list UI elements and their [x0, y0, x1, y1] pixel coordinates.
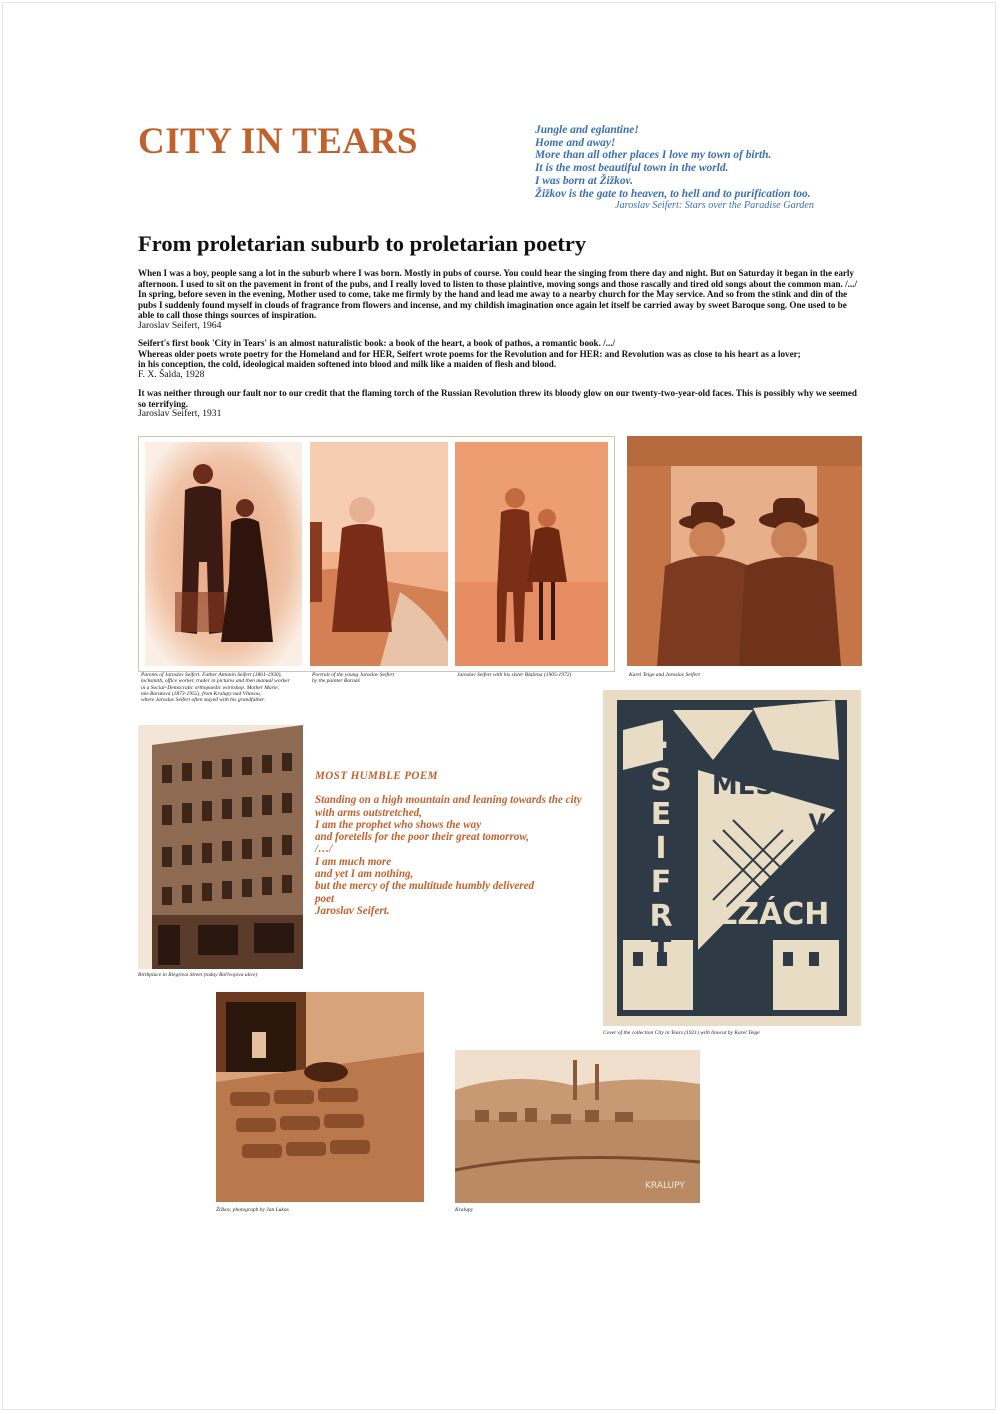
quote-salda-1928 — [138, 338, 864, 380]
motto-line: More than all other places I love my town of birth. — [535, 149, 772, 162]
quote-attribution: F. X. Šalda, 1928 — [138, 368, 205, 380]
quote-attribution: Jaroslav Seifert, 1964 — [138, 319, 222, 331]
caption-kralupy: Kralupy — [455, 1207, 474, 1213]
cover-author-initial: J. — [644, 717, 670, 757]
section-subtitle: From proletarian suburb to proletarian poetry — [138, 231, 587, 256]
motto-line: It is the most beautiful town in the world. — [535, 162, 729, 175]
poem-line: poet — [315, 892, 335, 905]
cover-title-word: MĚSTO — [711, 771, 815, 801]
poem-line: /…/ — [315, 843, 333, 856]
quote-line: so terrifying. — [138, 398, 189, 409]
poem-line: but the mercy of the multitude humbly delivered — [315, 880, 535, 893]
kralupy-photo — [455, 1050, 700, 1203]
caption-teige: Karel Teige and Jaroslav Seifert — [629, 672, 700, 678]
poem-most-humble — [315, 770, 605, 917]
cover-author-letter: E — [650, 797, 672, 832]
teige-and-seifert-photo — [627, 436, 862, 666]
caption-line: Portrait of the young Jaroslav Seifert — [312, 672, 395, 678]
caption-line: Parents of Jaroslav Seifert. Father Antonín Seifert (1861-1930), — [141, 672, 282, 678]
poem-line: I am much more — [315, 855, 392, 868]
caption-parents — [141, 672, 311, 703]
cover-author-letter: R — [649, 899, 673, 934]
young-seifert-portrait — [310, 442, 448, 666]
quote-line: When I was a boy, people sang a lot in the suburb where I was born. Mostly in pubs of course. You could hear the singing from there day and night. But on Saturday it began in the early — [138, 268, 854, 278]
motto-line: Jungle and eglantine! — [535, 124, 639, 136]
motto-quote — [535, 124, 835, 213]
poem-line: and foretells for the poor their great tomorrow, — [315, 831, 530, 844]
zizkov-photo — [216, 992, 424, 1202]
cover-author-letter: T — [650, 933, 672, 968]
poem-title: MOST HUMBLE POEM — [315, 770, 438, 782]
motto-line: I was born at Žižkov. — [535, 174, 633, 187]
cover-author-letter: S — [650, 763, 672, 798]
quote-seifert-1931 — [138, 388, 864, 420]
page-title: CITY IN TEARS — [138, 121, 418, 162]
motto-line: Žižkov is the gate to heaven, to hell and to purification too. — [535, 187, 811, 200]
caption-line: locksmith, office worker, trader in pictures and then manual worker — [141, 678, 290, 685]
caption-line: by the painter Barnáš — [312, 678, 360, 685]
caption-line: where Jaroslav Seifert often stayed with his grandfather. — [141, 697, 265, 704]
poem-line: with arms outstretched, — [315, 806, 422, 819]
motto-line: Home and away! — [535, 136, 616, 149]
caption-zizkov: Žižkov, photograph by Jan Lukas — [216, 1207, 289, 1213]
caption-line: née Borutová (1873-1955), from Kralupy nad Vltavou, — [141, 690, 262, 697]
caption-birthplace: Birthplace in Riegrova Street (today Bořivojova ulice) — [138, 972, 258, 978]
birthplace-photo — [138, 725, 303, 969]
poem-line: Standing on a high mountain and leaning towards the city — [315, 794, 582, 807]
quote-line: in his conception, the cold, ideological maiden softened into blood and milk like a maiden of flesh and blood. — [138, 359, 557, 370]
cover-title-word: V — [808, 811, 826, 836]
quote-line: Seifert's first book 'City in Tears' is an almost naturalistic book: a book of the heart, a book of pathos, a romantic book. /.../ — [138, 338, 616, 348]
quote-attribution: Jaroslav Seifert, 1931 — [138, 408, 222, 420]
cover-title-word: SLZÁCH — [696, 897, 830, 932]
caption-line: in a Social–Democratic orthopaedic workshop. Mother Marie, — [141, 684, 280, 691]
book-cover-linocut — [603, 690, 861, 1026]
quote-line: Whereas older poets wrote poetry for the Homeland and for HER, Seifert wrote poems for the Revolution and for HER: and Revolution was as close to his heart as a lover; — [138, 348, 801, 359]
quote-line: In spring, before seven in the evening, Mother used to come, take me firmly by the hand and lead me away to a nearby church for the May service. And so from the stink and din of the — [138, 289, 848, 300]
poem-line: and yet I am nothing, — [315, 868, 414, 881]
quote-seifert-1964 — [138, 268, 864, 332]
motto-source: Jaroslav Seifert: Stars over the Paradise Garden — [615, 200, 814, 212]
caption-sister: Jaroslav Seifert with his sister Blažena (1905-1972) — [457, 672, 572, 678]
poem-line: I am the prophet who shows the way — [315, 818, 482, 831]
quote-line: pubs I suddenly found myself in clouds of fragrance from flowers and incense, and my childish imagination once again let itself be carried away by sweet Baroque song. One used to be — [138, 299, 847, 310]
caption-cover: Cover of the collection City in Tears (1921) with linocut by Karel Teige — [603, 1030, 760, 1036]
cover-author-letter: I — [655, 831, 667, 866]
quote-line: It was neither through our fault nor to our credit that the flaming torch of the Russian Revolution threw its bloody glow on our twenty-two-year-old faces. This is possibly why we seemed — [138, 388, 857, 398]
quote-line: afternoon. I used to sit on the pavement in front of the pubs, and I really loved to listen to those plaintive, moving songs and those rascally and tired old songs about the common man. /.../ — [138, 278, 857, 289]
poem-line: Jaroslav Seifert. — [315, 904, 390, 917]
caption-portrait — [312, 672, 442, 685]
quote-line: able to call those things sources of inspiration. — [138, 310, 317, 321]
parents-photo — [145, 442, 302, 666]
photo-stamp: KRALUPY — [645, 1181, 685, 1191]
cover-author-letter: F — [650, 865, 672, 900]
seifert-with-sister-photo — [455, 442, 608, 666]
